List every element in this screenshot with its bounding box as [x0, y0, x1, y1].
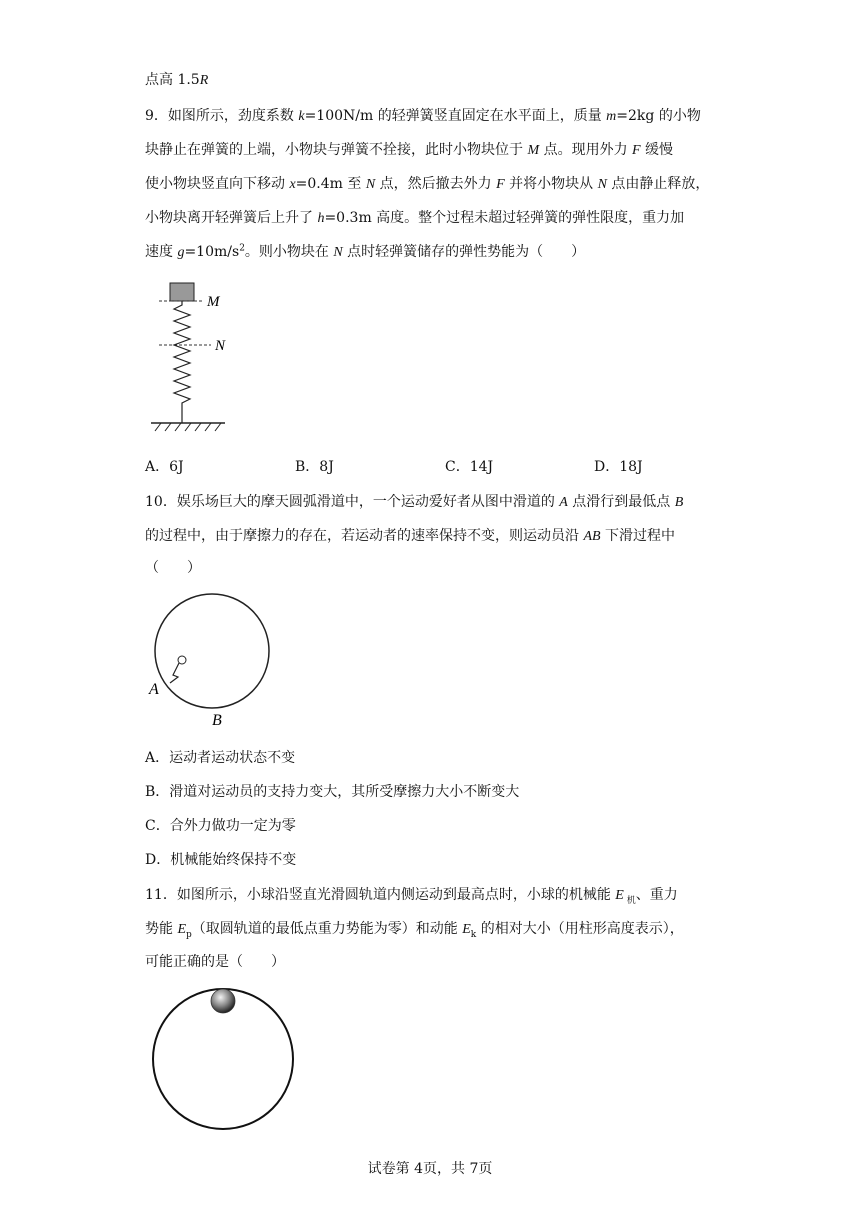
text-segment: N — [597, 177, 607, 192]
q9-line-4 — [145, 208, 684, 229]
text-segment: M — [527, 143, 540, 158]
q10-line-1 — [145, 492, 683, 513]
text-segment: E — [177, 922, 187, 937]
athlete-head — [178, 656, 186, 664]
text-segment: 9．如图所示，劲度系数 — [145, 108, 299, 124]
athlete-body — [170, 663, 179, 683]
slide-circle — [155, 594, 269, 708]
q11-line-1 — [145, 885, 678, 906]
text-segment: m — [606, 109, 617, 124]
text-segment: B — [674, 495, 684, 510]
q10-option-c[interactable]: C．合外力做功一定为零 — [145, 818, 296, 834]
text-segment: 点滑行到最低点 — [567, 494, 675, 510]
q10-line-3 — [145, 558, 201, 578]
q9-line-1 — [145, 106, 701, 127]
m-label: M — [207, 294, 220, 310]
text-segment: k — [298, 109, 305, 124]
q10-line-2 — [145, 526, 675, 547]
text-segment: =2kg 的小物 — [616, 108, 701, 124]
q9-option-d[interactable]: D．18J — [594, 459, 643, 475]
b-label: B — [212, 712, 222, 729]
text-segment: 点时轻弹簧储存的弹性势能为（ ） — [342, 244, 586, 260]
text-segment: =100N/m 的轻弹簧竖直固定在水平面上，质量 — [304, 108, 607, 124]
q10-option-a[interactable]: A．运动者运动状态不变 — [145, 750, 296, 766]
text-segment: 2 — [239, 243, 245, 254]
text-segment: 11．如图所示，小球沿竖直光滑圆轨道内侧运动到最高点时，小球的机械能 — [145, 887, 616, 903]
text-segment: =10m/s — [184, 244, 240, 260]
n-label: N — [215, 338, 226, 354]
text-segment: g — [177, 245, 185, 260]
q9-option-c[interactable]: C．14J — [445, 459, 494, 475]
q9-line-5 — [145, 242, 585, 263]
text-segment: p — [186, 929, 192, 940]
ball — [211, 989, 235, 1013]
spring-coil — [174, 301, 190, 423]
text-segment: 10．娱乐场巨大的摩天圆弧滑道中，一个运动爱好者从图中滑道的 — [145, 494, 560, 510]
text-segment: 的过程中，由于摩擦力的存在，若运动者的速率保持不变，则运动员沿 — [145, 528, 584, 544]
text-segment: N — [333, 245, 343, 260]
text-segment: 速度 — [145, 244, 178, 260]
text-segment: 缓慢 — [640, 142, 674, 158]
text-segment: 的相对大小（用柱形高度表示）， — [476, 921, 684, 937]
text-segment: 点。现用外力 — [539, 142, 633, 158]
text-segment: 下滑过程中 — [600, 528, 676, 544]
q11-line-3 — [145, 952, 285, 972]
q11-line-2 — [145, 919, 684, 940]
text-segment: =0.3m 高度。整个过程未超过轻弹簧的弹性限度，重力加 — [324, 210, 685, 226]
text-segment: AB — [583, 529, 601, 544]
q10-option-b[interactable]: B．滑道对运动员的支持力变大，其所受摩擦力大小不断变大 — [145, 784, 520, 800]
text-segment: F — [496, 177, 505, 192]
text-segment: A — [559, 495, 568, 510]
q9-line-3 — [145, 174, 709, 195]
q9-option-a[interactable]: A．6J — [145, 459, 184, 475]
text-segment: 小物块离开轻弹簧后上升了 — [145, 210, 318, 226]
text-segment: 点，然后撤去外力 — [375, 176, 497, 192]
text-segment: x — [289, 177, 296, 192]
text-segment: 可能正确的是（ ） — [145, 954, 285, 970]
text-segment: h — [317, 211, 325, 226]
text-segment: 并将小物块从 — [504, 176, 598, 192]
text-segment: 机 — [623, 895, 636, 906]
page-footer: 试卷第 4页，共 7页 — [367, 1161, 493, 1177]
loop-track-figure — [145, 980, 305, 1130]
text-segment: N — [365, 177, 376, 192]
previous-question-fragment: 点高 1.5R — [145, 72, 209, 88]
block — [170, 283, 194, 301]
spring-figure — [145, 275, 255, 435]
text-segment: E — [462, 922, 471, 937]
text-segment: 。则小物块在 — [244, 244, 334, 260]
a-label: A — [149, 681, 159, 698]
q9-line-2 — [145, 140, 673, 161]
text-segment: k — [470, 929, 477, 940]
text-segment: （取圆轨道的最低点重力势能为零）和动能 — [191, 921, 463, 937]
text-segment: E — [615, 888, 624, 903]
text-segment: 使小物块竖直向下移动 — [145, 176, 290, 192]
text-segment: 块静止在弹簧的上端，小物块与弹簧不拴接，此时小物块位于 — [145, 142, 528, 158]
text-segment: 点由静止释放， — [606, 176, 710, 192]
ferris-slide-figure — [140, 585, 280, 730]
ground-hatch — [155, 423, 221, 431]
text-segment: =0.4m 至 — [295, 176, 366, 192]
q9-option-b[interactable]: B．8J — [295, 459, 334, 475]
q10-option-d[interactable]: D．机械能始终保持不变 — [145, 852, 297, 868]
text-segment: 势能 — [145, 921, 178, 937]
text-segment: F — [632, 143, 641, 158]
text-segment: （ ） — [145, 560, 201, 576]
text-segment: 、重力 — [635, 887, 678, 903]
